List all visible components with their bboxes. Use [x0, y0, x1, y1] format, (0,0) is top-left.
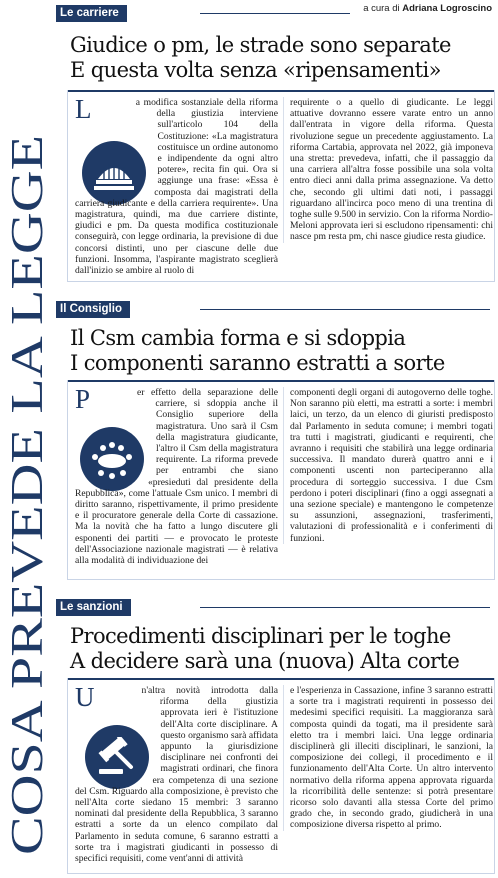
section-divider	[200, 309, 490, 310]
headline-line-1: Giudice o pm, le strade sono separate	[70, 33, 451, 57]
headline-line-2: I componenti saranno estratti a sorte	[70, 351, 445, 375]
article-text: er effetto della separazione delle carriere, si sdoppia anche il Consiglio superiore della magistratura. Uno sarà il Csm della magistratura giudicante, l'altro il Csm della magistratura requirente. La riforma prevede per entrambi che siano «presieduti dal presidente della Repubblica», come l'attuale Csm unico. I membri di diritto saranno, rispettivamente, il primo presidente e il procuratore generale della Corte di cassazione. Ma la novità che ha fatto a lungo discutere gli esponenti dei partiti — e provocato le proteste dell'Associazione nazionale magistrati — è relativa alla modalità di individuazione dei	[75, 387, 278, 567]
vertical-title	[0, 120, 54, 860]
section-label-carriere: Le carriere	[56, 5, 127, 22]
section-divider	[200, 607, 490, 608]
icon-wrap	[80, 427, 150, 491]
byline	[363, 3, 492, 14]
article-col1-carriere	[75, 94, 278, 277]
article-col1-consiglio	[75, 384, 278, 567]
article-text: a modifica sostanziale della riforma della giustizia interviene sull'articolo 104 della Costituzione: «La magistratura costituisce un ordine autonomo e indipendente da ogni altro potere», recita fin qui. Ora si aggiunge una frase: «Essa è composta dai magistrati della carriera giudicante e della carriera requirente». Una magistratura, quindi, ma due carriere distinte, giudici e pm. Da questa modifica costituzionale conseguirà, con legge ordinaria, la previsione di due concorsi distinti, uno per ciascune delle due funzioni. Insomma, l'aspirante magistrato sceglierà dall'inizio se ambire al ruolo di	[75, 97, 278, 277]
headline-sanzioni	[70, 624, 495, 674]
headline-consiglio	[70, 326, 495, 376]
byline-author: Adriana Logroscino	[402, 3, 492, 14]
justice-building-icon	[82, 141, 146, 205]
article-col2-sanzioni	[283, 685, 493, 831]
article-col2-consiglio	[283, 387, 493, 544]
icon-wrap	[85, 725, 155, 789]
icon-wrap	[82, 141, 152, 205]
article-text: e l'esperienza in Cassazione, infine 3 saranno estratti a sorte tra i magistrati requirenti in possesso dei medesimi specifici requisiti. La maggioranza sarà composta quindi da togati, ma il presidente sarà eletto tra i membri laici. Una legge ordinaria disciplinerà gli illeciti disciplinari, le sanzioni, la composizione dei collegi, il procedimento e il funzionamento dell'Alta Corte. Un altro intervento normativo della riforma appena approvata riguarda la ricorribilità delle sentenze: si potrà presentare ricorso solo davanti alla stessa Corte del primo grado che, in secondo grado, giudicherà in una composizione diversa rispetto al primo.	[290, 685, 493, 831]
article-col2-carriere	[283, 97, 493, 243]
section-label-consiglio: Il Consiglio	[56, 301, 130, 318]
gavel-icon	[85, 725, 149, 789]
headline-carriere	[70, 33, 495, 83]
headline-line-2: A decidere sarà una (nuova) Alta corte	[70, 649, 460, 673]
article-col1-sanzioni	[75, 682, 278, 865]
byline-prefix: a cura di	[363, 3, 400, 14]
dropcap: P	[75, 384, 91, 414]
article-text: requirente o a quello di giudicante. Le leggi attuative dovranno essere varate entro un anno dall'entrata in vigore della riforma. Questa rivoluzione segue un precedente aggiustamento. La riforma Cartabia, approvata nel 2022, già imponeva una stretta: prevedeva, infatti, che il passaggio da una carriera all'altra fosse possibile una sola volta entro dieci anni dalla prima assegnazione. Va detto che, secondo gli ultimi dati noti, i passaggi riguardano all'incirca poco meno di una trentina di toghe sulle 9.500 in servizio. Con la riforma Nordio-Meloni approvata ieri si escludono ripensamenti: chi nasce pm resta pm, chi nasce giudice resta giudice.	[290, 97, 493, 243]
article-text: componenti degli organi di autogoverno delle toghe. Non saranno più eletti, ma estratti a sorte: i membri laici, un terzo, da un elenco di giuristi predisposto dal Parlamento in seduta comune; i membri togati tra tutti i magistrati, giudicanti e requirenti, che avranno i requisiti che stabilirà una legge ordinaria successiva. Il mandato durerà quattro anni e i componenti uscenti non parteciperanno alla procedura di sorteggio successiva. I due Csm perdono i poteri disciplinari (fino a oggi assegnati a una sezione speciale) e mantengono le competenze su assunzioni, assegnazioni, trasferimenti, valutazioni di professionalità e i conferimenti di funzioni.	[290, 387, 493, 544]
vertical-title-text: COSA PREVEDE LA LEGGE	[1, 283, 52, 855]
dropcap: U	[75, 682, 95, 712]
article-text: n'altra novità introdotta dalla riforma della giustizia approvata ieri è l'istituzione dell'Alta corte disciplinare. A questo organismo sarà affidata appunto la giurisdizione disciplinare nei confronti dei magistrati ordinari, che finora era competenza di una sezione del Csm. Riguardo alla composizione, è previsto che nell'Alta corte siedano 15 membri: 3 saranno nominati dal presidente della Repubblica, 3 saranno estratti a sorte da un elenco compilato dal Parlamento in seduta comune, 6 saranno estratti a sorte tra i magistrati giudicanti in possesso di specifici requisiti, come vent'anni di attività	[75, 685, 278, 865]
headline-line-1: Il Csm cambia forma e si sdoppia	[70, 326, 406, 350]
headline-line-1: Procedimenti disciplinari per le toghe	[70, 624, 451, 648]
section-divider	[200, 13, 350, 14]
council-meeting-icon	[80, 427, 144, 491]
headline-line-2: E questa volta senza «ripensamenti»	[70, 58, 441, 82]
dropcap: L	[75, 94, 92, 124]
section-label-sanzioni: Le sanzioni	[56, 599, 131, 616]
